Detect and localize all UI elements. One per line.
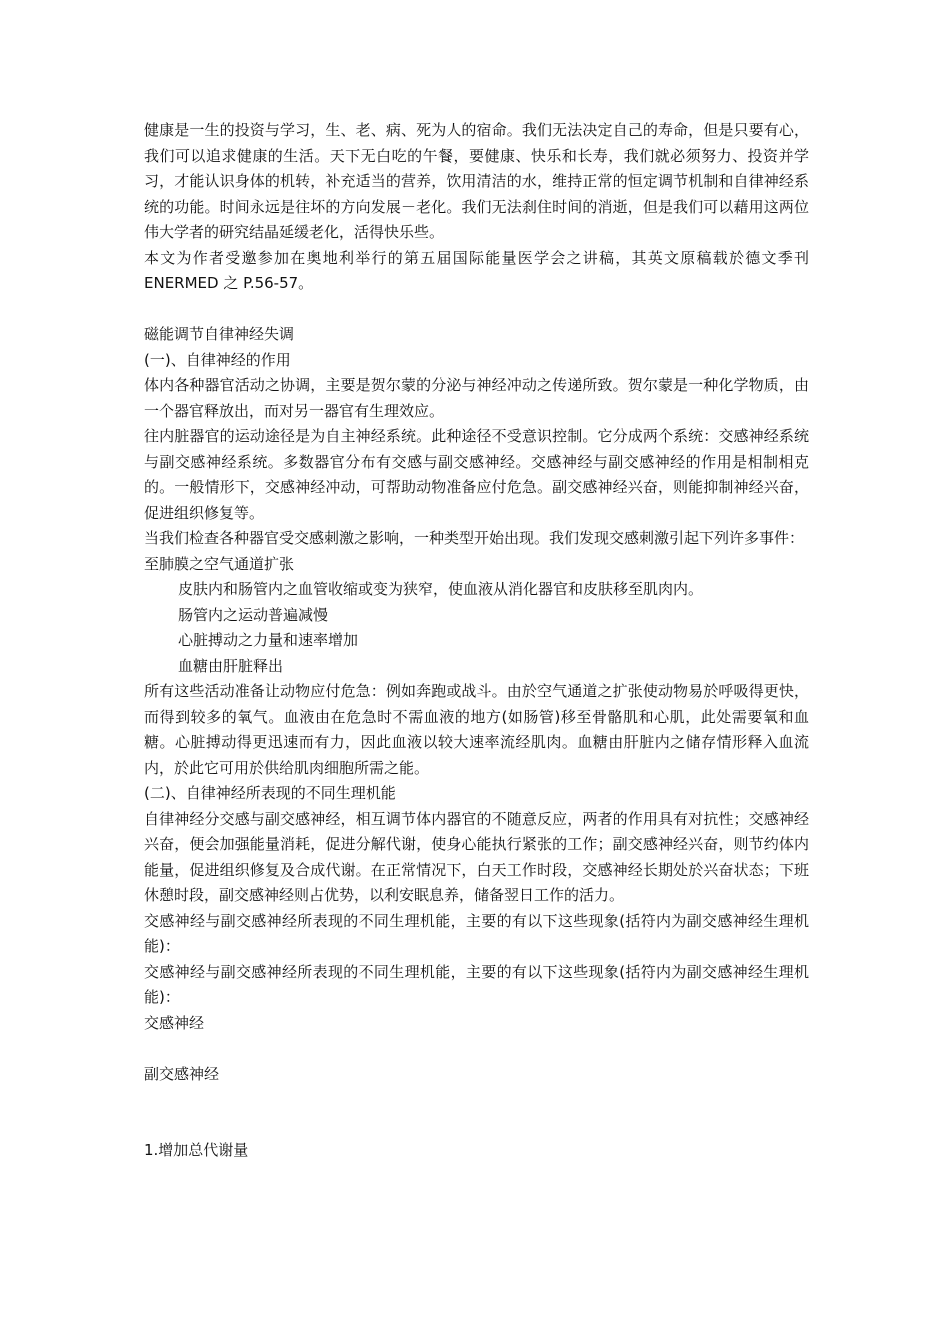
numbered-item-1: 1.增加总代谢量: [144, 1141, 249, 1159]
blank-line: [144, 1036, 809, 1062]
section-2-heading: (二)、自律神经所表现的不同生理机能: [144, 784, 396, 802]
blank-line: [144, 297, 809, 323]
document-page: [144, 118, 809, 1164]
section-title: 磁能调节自律神经失调: [144, 325, 295, 343]
section-2-paragraph-2: 交感神经与副交感神经所表现的不同生理机能，主要的有以下这些现象(括符内为副交感神经生理机能)：: [144, 911, 809, 955]
list-item: 肠管内之运动普遍减慢: [178, 605, 329, 624]
list-item: 血糖由肝脏释出: [178, 656, 284, 675]
list-item: 心脏搏动之力量和速率增加: [178, 631, 359, 649]
intro-paragraph-2: 本文为作者受邀参加在奥地利举行的第五届国际能量医学会之讲稿，其英文原稿载於德文季刊 ENERMED 之 P.56-57。: [144, 248, 809, 292]
section-2-paragraph-1: 自律神经分交感与副交感神经，相互调节体内器官的不随意反应，两者的作用具有对抗性；交感神经兴奋，便会加强能量消耗，促进分解代谢，使身心能执行紧张的工作；副交感神经兴奋，则节约体内能量，促进组织修复及合成代谢。在正常情况下，白天工作时段，交感神经长期处於兴奋状态；下班休憩时段，副交感神经则占优势，以利安眠息养，储备翌日工作的活力。: [144, 809, 809, 904]
list-item: 皮肤内和肠管内之血管收缩或变为狭窄，使血液从消化器官和皮肤移至肌肉内。: [178, 580, 704, 598]
column-label-parasympathetic: 副交感神经: [144, 1064, 220, 1083]
intro-paragraph-1: 健康是一生的投资与学习，生、老、病、死为人的宿命。我们无法决定自己的寿命，但是只要有心，我们可以追求健康的生活。天下无白吃的午餐，要健康、快乐和长寿，我们就必须努力、投资并学习，才能认识身体的机转，补充适当的营养，饮用清洁的水，维持正常的恒定调节机制和自律神经系统的功能。时间永远是往坏的方向发展－老化。我们无法刹住时间的消逝，但是我们可以藉用这两位伟大学者的研究结晶延缓老化，活得快乐些。: [144, 121, 809, 241]
section-1-paragraph-3: 当我们检查各种器官受交感刺激之影响，一种类型开始出现。我们发现交感刺激引起下列许多事件：: [144, 529, 805, 547]
section-1-paragraph-2: 往内脏器官的运动途径是为自主神经系统。此种途径不受意识控制。它分成两个系统：交感神经系统与副交感神经系统。多数器官分布有交感与副交感神经。交感神经与副交感神经的作用是相制相克的。一般情形下，交感神经冲动，可帮助动物准备应付危急。副交感神经兴奋，则能抑制神经兴奋，促进组织修复等。: [144, 427, 809, 522]
column-label-sympathetic: 交感神经: [144, 1013, 205, 1032]
section-1-paragraph-4: 所有这些活动准备让动物应付危急：例如奔跑或战斗。由於空气通道之扩张使动物易於呼吸得更快，而得到较多的氧气。血液由在危急时不需血液的地方(如肠管)移至骨骼肌和心肌，此处需要氧和血糖。心脏搏动得更迅速而有力，因此血液以较大速率流经肌肉。血糖由肝脏内之储存情形释入血流内，於此它可用於供给肌肉细胞所需之能。: [144, 682, 809, 777]
blank-line: [144, 1087, 809, 1138]
section-2-paragraph-3: 交感神经与副交感神经所表现的不同生理机能，主要的有以下这些现象(括符内为副交感神经生理机能)：: [144, 962, 809, 1006]
section-1-paragraph-1: 体内各种器官活动之协调，主要是贺尔蒙的分泌与神经冲动之传递所致。贺尔蒙是一种化学物质，由一个器官释放出，而对另一器官有生理效应。: [144, 376, 809, 420]
section-1-heading: (一)、自律神经的作用: [144, 350, 291, 369]
list-heading: 至肺膜之空气通道扩张: [144, 554, 295, 573]
